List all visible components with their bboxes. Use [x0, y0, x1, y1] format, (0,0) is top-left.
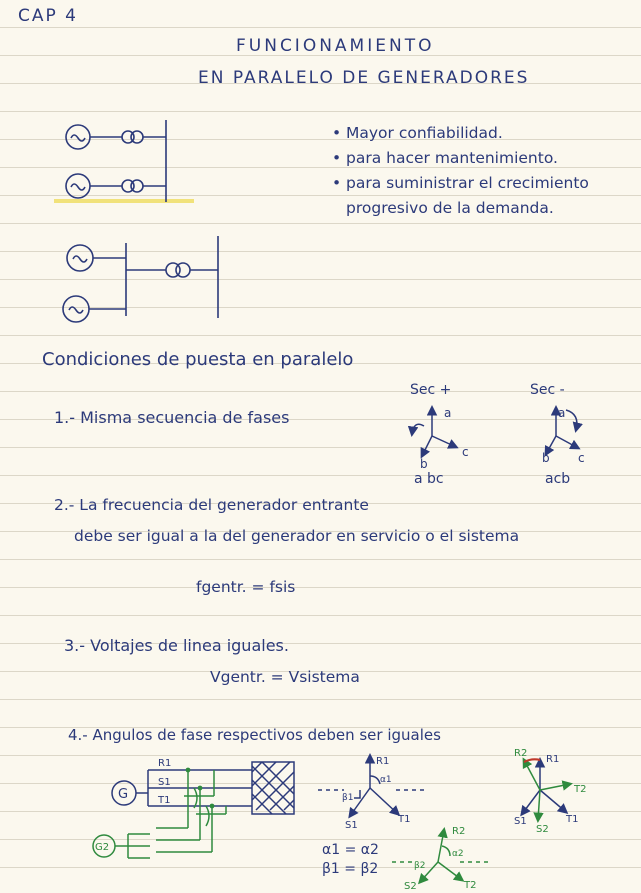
combined-r1-label: R1 — [546, 754, 560, 765]
generator-transformer-diagram-1 — [54, 120, 194, 203]
title-line-2: EN PARALELO DE GENERADORES — [198, 68, 530, 88]
line-r1-label: R1 — [158, 758, 172, 769]
phasor-beta2-label: β2 — [414, 861, 426, 871]
reason-item: • para hacer mantenimiento. — [332, 146, 589, 171]
beta-equation: β1 = β2 — [322, 861, 379, 877]
frequency-equation: fgentr. = fsis — [196, 578, 296, 596]
highlight-underline — [54, 199, 194, 203]
title-line-1: FUNCIONAMIENTO — [236, 36, 435, 56]
line-t1-label: T1 — [158, 795, 171, 806]
phasor-s2-label: S2 — [404, 881, 417, 892]
phasor-t2-label: T2 — [464, 880, 477, 891]
phasor-r1-label: R1 — [376, 756, 390, 767]
phase-b-label: b — [420, 457, 428, 471]
generator-1-label: G — [118, 787, 129, 802]
alpha-equation: α1 = α2 — [322, 842, 379, 858]
combined-s1-label: S1 — [514, 816, 527, 827]
chapter-label: CAP 4 — [18, 6, 78, 26]
phasor-alpha1-label: α1 — [380, 775, 392, 785]
condition-4: 4.- Angulos de fase respectivos deben ser iguales — [68, 726, 441, 744]
negative-sequence-label: Sec - — [530, 382, 565, 398]
combined-t1-label: T1 — [566, 814, 579, 825]
phasor-beta1-label: β1 — [342, 793, 354, 803]
condition-1: 1.- Misma secuencia de fases — [54, 408, 290, 427]
conditions-heading: Condiciones de puesta en paralelo — [42, 349, 354, 370]
negative-sequence-order: acb — [545, 471, 571, 487]
phasor-r2-label: R2 — [452, 826, 466, 837]
voltage-equation: Vgentr. = Vsistema — [210, 668, 360, 686]
phase-c-label: c — [462, 445, 469, 459]
combined-r2-label: R2 — [514, 748, 528, 759]
condition-2-line-2: debe ser igual a la del generador en servicio o el sistema — [74, 527, 520, 545]
phasor-s1-label: S1 — [345, 820, 358, 831]
generator-2-label: G2 — [95, 842, 110, 853]
reason-item-continued: progresivo de la demanda. — [346, 199, 554, 217]
positive-sequence-order: a bc — [414, 471, 444, 487]
phase-b-label: b — [542, 451, 550, 465]
combined-t2-label: T2 — [574, 784, 587, 795]
phase-c-label: c — [578, 451, 585, 465]
generator-transformer-diagram-2 — [63, 236, 218, 322]
phasor-diagram-1 — [318, 756, 424, 816]
positive-sequence-label: Sec + — [410, 382, 452, 398]
reason-item: • para suministrar el crecimiento — [332, 171, 589, 196]
reason-item: • Mayor confiabilidad. — [332, 121, 589, 146]
parallel-circuit-diagram — [93, 762, 294, 858]
phasor-diagram-2 — [392, 830, 488, 882]
line-s1-label: S1 — [158, 777, 171, 788]
condition-3: 3.- Voltajes de linea iguales. — [64, 636, 289, 655]
combined-s2-label: S2 — [536, 824, 549, 835]
condition-2-line-1: 2.- La frecuencia del generador entrante — [54, 496, 369, 514]
phase-a-label: a — [444, 406, 452, 420]
phasor-diagram-combined — [522, 759, 570, 820]
phasor-t1-label: T1 — [398, 814, 411, 825]
phase-a-label: a — [558, 406, 566, 420]
phasor-alpha2-label: α2 — [452, 849, 464, 859]
